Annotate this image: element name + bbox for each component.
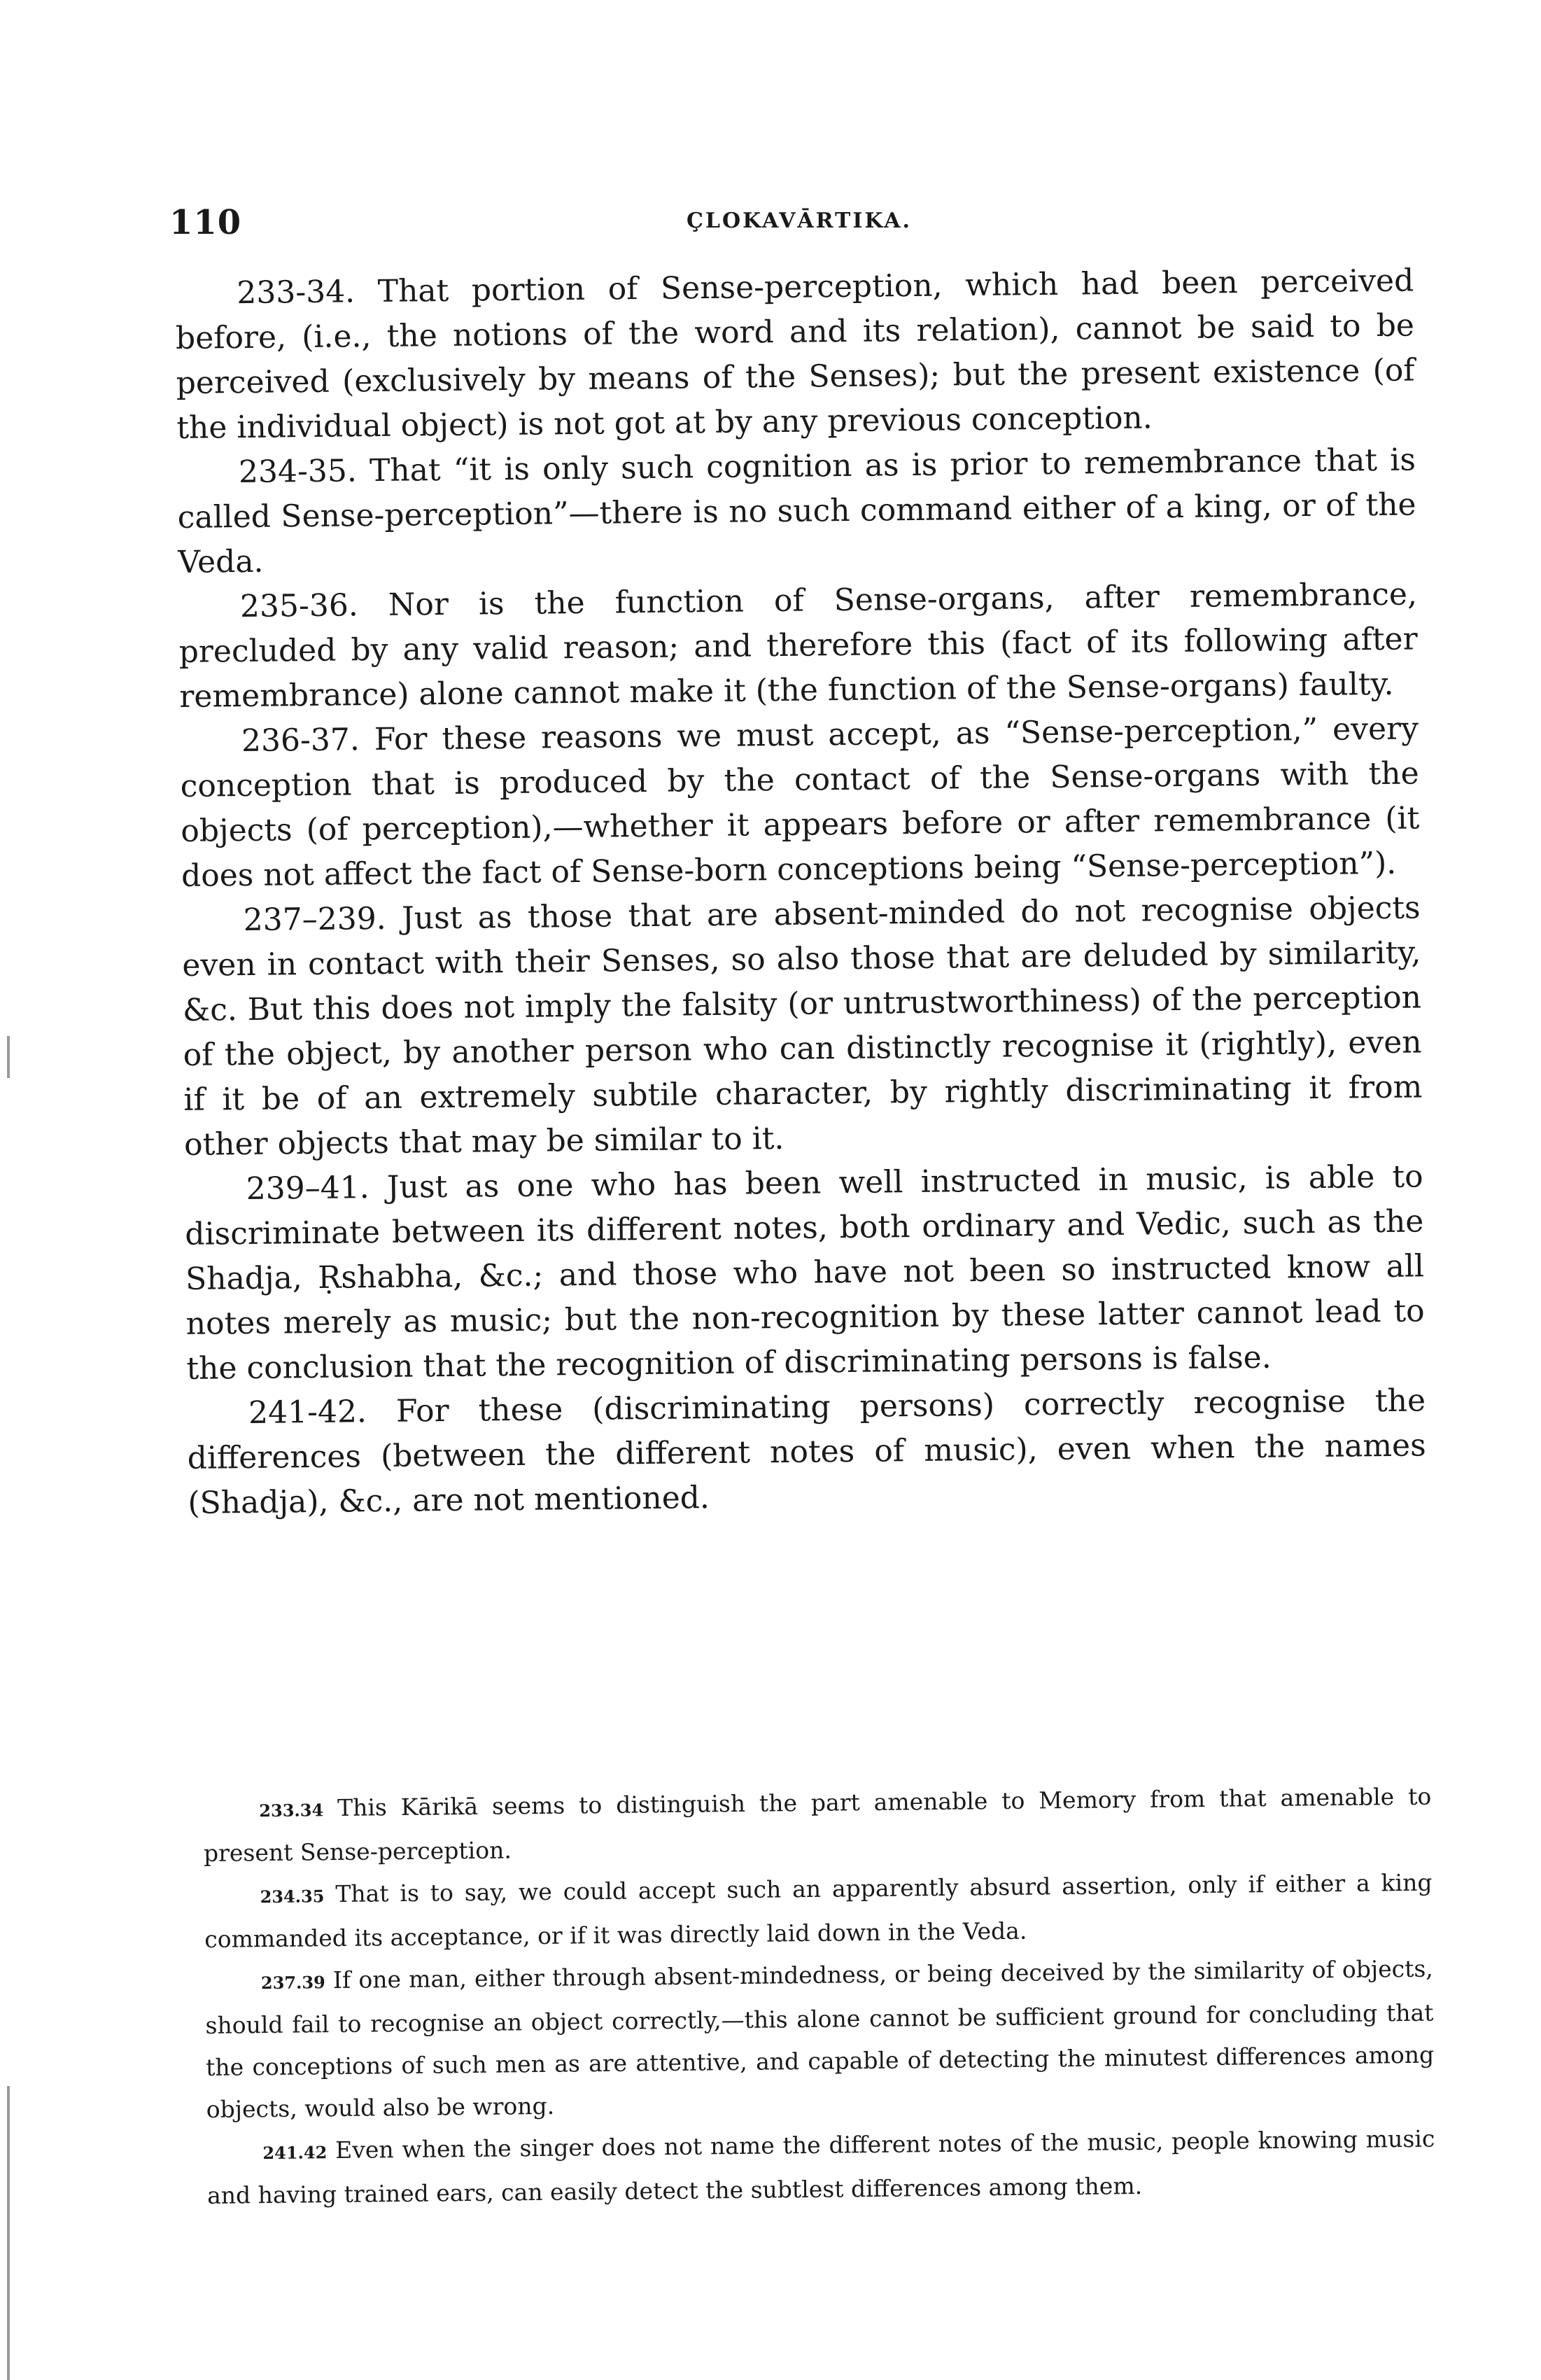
footnote-number: 241.42 — [262, 2142, 328, 2164]
page-number: 110 — [169, 203, 242, 242]
footnote — [203, 1776, 1432, 1875]
paragraph — [180, 706, 1421, 899]
paragraph — [175, 258, 1416, 451]
paragraph — [187, 1378, 1427, 1526]
paragraph-text: For these reasons we must accept, as “Sense-perception,” every conception that is produced by the contact of the Sense-organs with the objects (of perception),—whether it appears before or after remembrance (it does not affect the fact of Sense-born conceptions being “Sense-perception”). — [180, 710, 1420, 894]
verse-number: 241-42. — [248, 1394, 367, 1431]
verse-number: 233-34. — [237, 274, 356, 312]
footnote — [206, 2118, 1435, 2217]
paragraph-text: Nor is the function of Sense-organs, after remembrance, precluded by any valid reason; and therefore this (fact of its following after remembrance) alone cannot make it (the function of the Sense-organs) faulty. — [178, 576, 1418, 715]
footnote-text: This Kārikā seems to distinguish the part amenable to Memory from that amenable to present Sense-perception. — [203, 1782, 1432, 1867]
paragraph-text: Just as those that are absent-minded do not recognise objects even in contact with their Senses, so also those that are deluded by similarity, &c. But this does not imply the falsity (or untrustworthiness) of the perception of the object, by another person who can distinctly recognise it (rightly), even if it be of an extremely subtile character, by rightly discriminating it from other objects that may be similar to it. — [182, 890, 1423, 1163]
running-title: ÇLOKAVĀRTIKA. — [687, 209, 912, 233]
margin-scan-mark — [7, 2086, 10, 2380]
footnotes — [203, 1776, 1435, 2217]
verse-number: 237–239. — [243, 900, 386, 939]
paragraph — [181, 886, 1423, 1168]
verse-number: 236-37. — [241, 722, 360, 760]
paragraph — [184, 1154, 1425, 1392]
paragraph-text: For these (discriminating persons) correctly recognise the differences (between the different notes of music), even when the names (Shadja), &c., are not mentioned. — [187, 1382, 1426, 1521]
footnote — [205, 1948, 1435, 2131]
paragraph — [177, 438, 1417, 585]
paragraph — [178, 572, 1419, 720]
paragraph-text: That “it is only such cognition as is prior to remembrance that is called Sense-perception”—there is no such command either of a king, or of the Veda. — [177, 442, 1416, 580]
paragraph-text: That portion of Sense-perception, which had been perceived before, (i.e., the notions of the word and its relation), cannot be said to be perceived (exclusively by means of the Senses); but the present existence (of the individual object) is not got at by any previous conception. — [175, 262, 1415, 446]
main-text — [175, 258, 1427, 1525]
footnote-number: 237.39 — [260, 1972, 325, 1994]
verse-number: 235-36. — [239, 587, 359, 625]
page-header — [169, 203, 1429, 245]
verse-number: 234-35. — [238, 453, 358, 491]
footnote-text: That is to say, we could accept such an apparently absurd assertion, only if either a king commanded its acceptance, or if it was directly laid down in the Veda. — [204, 1868, 1433, 1953]
footnote-text: If one man, either through absent-mindedness, or being deceived by the similarity of objects, should fail to recognise an object correctly,—this alone cannot be sufficient ground for concluding that the conceptions of such men as are attentive, and capable of detecting the minutest differences among objects, would also be wrong. — [205, 1954, 1435, 2123]
footnote-text: Even when the singer does not name the different notes of the music, people knowing music and having trained ears, can easily detect the subtlest differences among them. — [206, 2124, 1435, 2209]
footnote-number: 233.34 — [259, 1800, 324, 1821]
footnote — [204, 1862, 1433, 1961]
paragraph-text: Just as one who has been well instructed in music, is able to discriminate between its different notes, both ordinary and Vedic, such as the Shadja, Ṛshabha, &c.; and those who have not been so instructed know all notes merely as music; but the non-recognition by these latter cannot lead to the conclusion that the recognition of discriminating persons is false. — [185, 1158, 1425, 1387]
margin-scan-mark — [7, 1036, 10, 1078]
verse-number: 239–41. — [246, 1170, 370, 1208]
footnote-number: 234.35 — [260, 1886, 325, 1907]
